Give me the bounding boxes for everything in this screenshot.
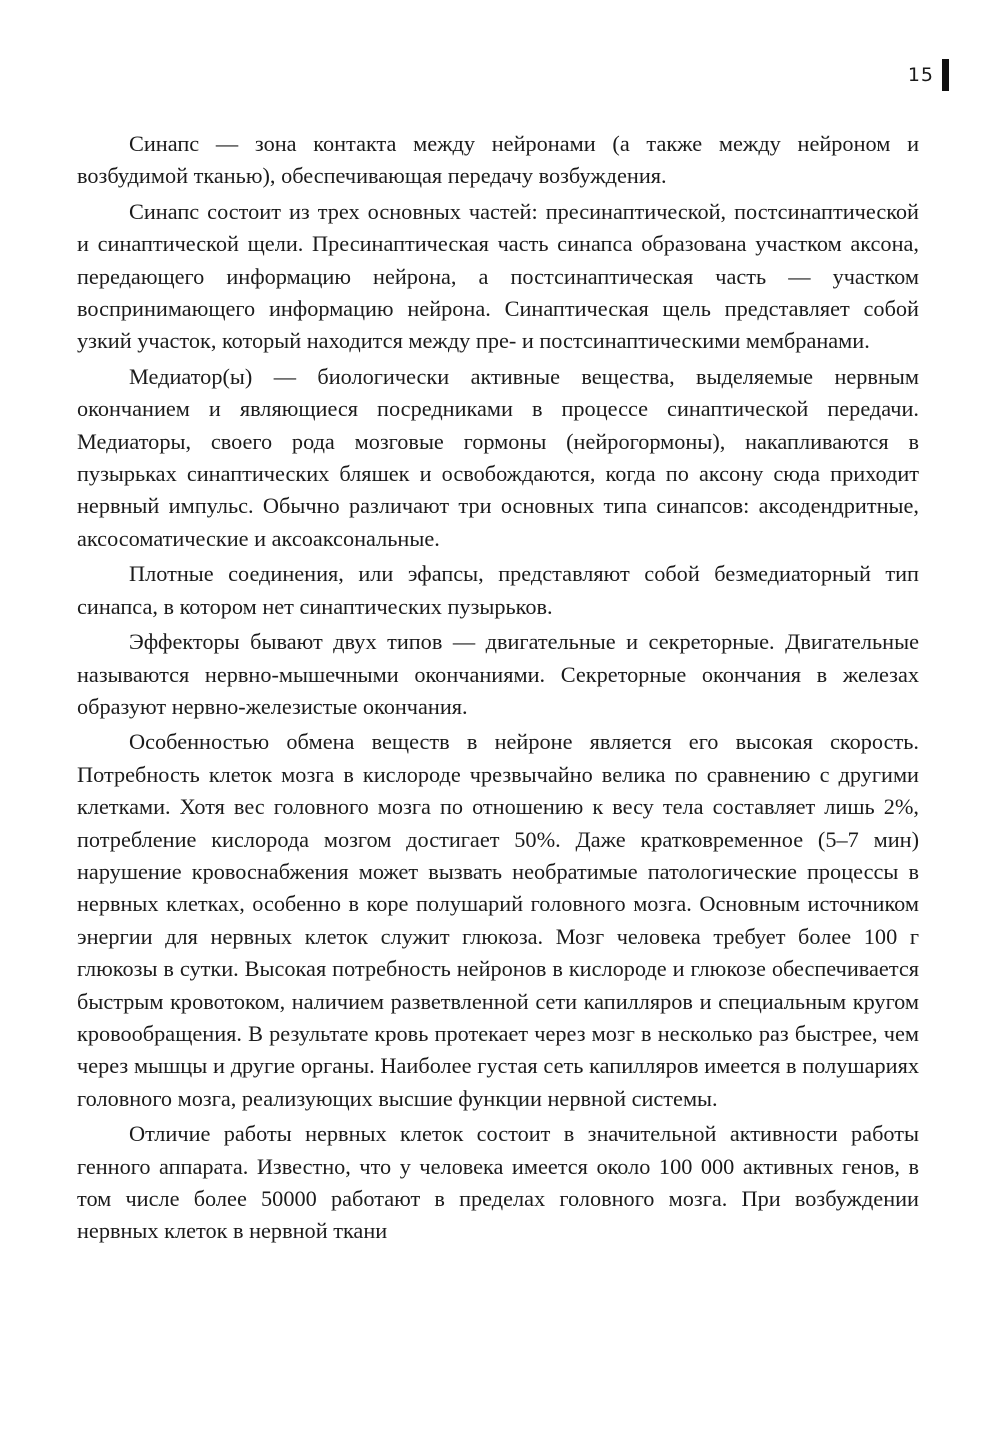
page-body [77,128,919,1248]
paragraph-ephapses: Плотные соединения, или эфапсы, представляют собой безмедиаторный тип синапса, в котором нет синаптических пузырьков. [77,561,919,619]
page-number: 15 [907,64,934,86]
paragraph-genes: Отличие работы нервных клеток состоит в значительной активности работы генного аппарата. Известно, что у человека имеется около 100 000 активных генов, в том числе более 50000 работают в пределах головного мозга. При возбуждении нервных клеток в нервной ткани [77,1121,919,1244]
page-number-marker [942,59,949,91]
paragraph-synapse-definition: Синапс — зона контакта между нейронами (а также между нейроном и возбудимой тканью), обеспечивающая передачу возбуждения. [77,131,919,189]
paragraph-synapse-structure: Синапс состоит из трех основных частей: пресинаптической, постсинаптической и синаптической щели. Пресинаптическая часть синапса образована участком аксона, передающего информацию нейрона, а постсинаптическая часть — участком воспринимающего информацию нейрона. Синаптическая щель представляет собой узкий участок, который находится между пре- и постсинаптическими мембранами. [77,198,919,354]
paragraph-metabolism: Особенностью обмена веществ в нейроне является его высокая скорость. Потребность клеток мозга в кислороде чрезвычайно велика по сравнению с другими клетками. Хотя вес головного мозга по отношению к весу тела составляет лишь 2%, потребление кислорода мозгом достигает 50%. Даже кратковременное (5–7 мин) нарушение кровоснабжения может вызвать необратимые патологические процессы в нервных клетках, особенно в коре полушарий головного мозга. Основным источником энергии для нервных клеток служит глюкоза. Мозг человека требует более 100 г глюкозы в сутки. Высокая потребность нейронов в кислороде и глюкозе обеспечивается быстрым кровотоком, наличием разветвленной сети капилляров и специальным кругом кровообращения. В результате кровь протекает через мозг в несколько раз быстрее, чем через мышцы и другие органы. Наиболее густая сеть капилляров имеется в полушариях головного мозга, реализующих высшие функции нервной системы. [77,729,919,1111]
paragraph-effectors: Эффекторы бывают двух типов — двигательные и секреторные. Двигательные называются нервно-мышечными окончаниями. Секреторные окончания в железах образуют нервно-железистые окончания. [77,629,919,719]
paragraph-mediators: Медиатор(ы) — биологически активные вещества, выделяемые нервным окончанием и являющиеся посредниками в процессе синаптической передачи. Медиаторы, своего рода мозговые гормоны (нейрогормоны), накапливаются в пузырьках синаптических бляшек и освобождаются, когда по аксону сюда приходит нервный импульс. Обычно различают три основных типа синапсов: аксодендритные, аксосоматические и аксоаксональные. [77,363,919,551]
